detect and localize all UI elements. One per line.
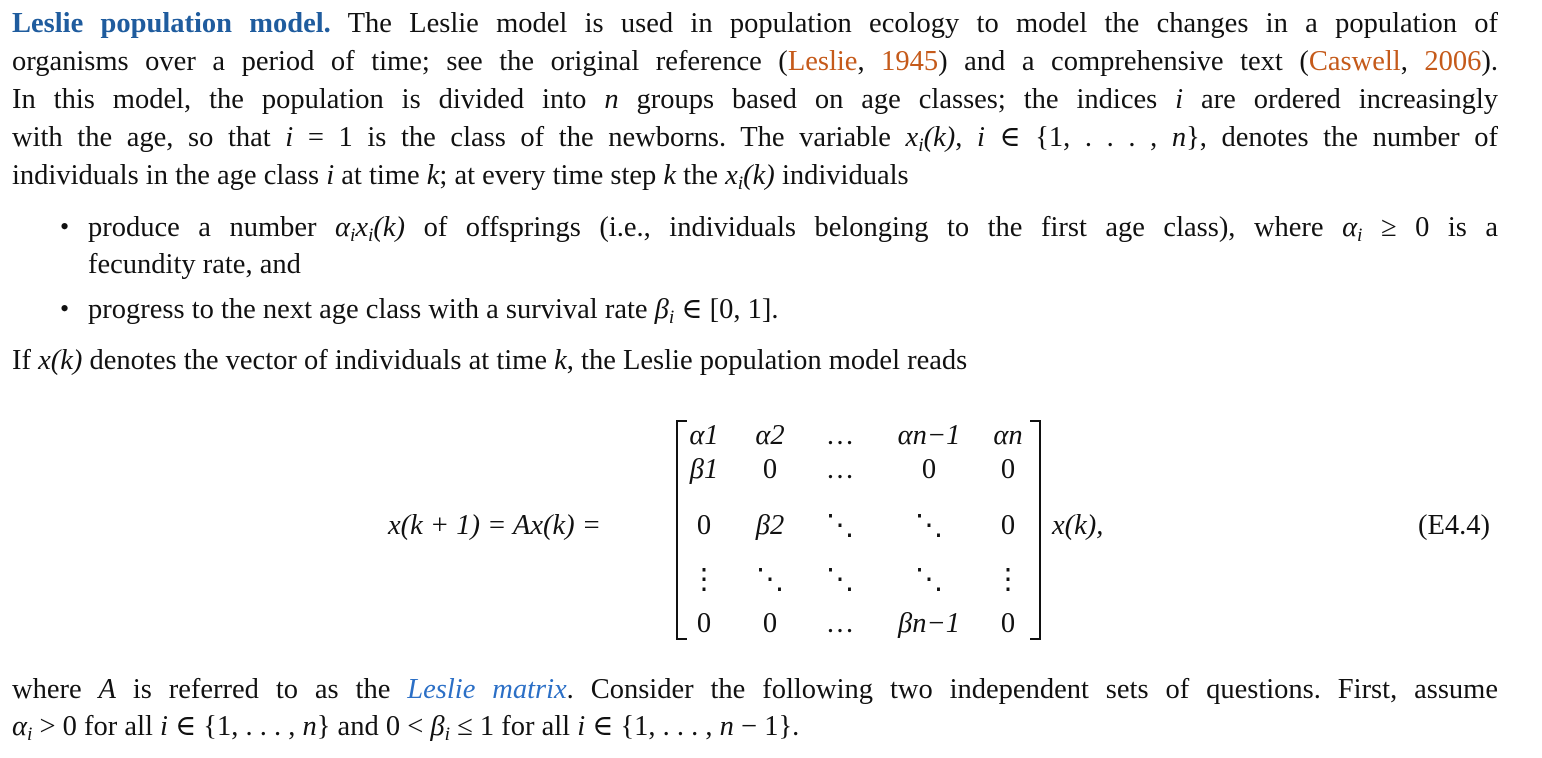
math-n: n bbox=[604, 84, 619, 115]
equation-rhs: x(k), bbox=[1052, 510, 1104, 541]
citation-leslie-year[interactable]: 1945 bbox=[881, 46, 939, 77]
text: The Leslie model is used in population ecology to model the changes in a population of bbox=[330, 8, 1498, 39]
math-alpha: α bbox=[335, 212, 350, 243]
bullet-marker: • bbox=[60, 212, 70, 241]
text: = 1 is the class of the newborns. The variable bbox=[293, 122, 906, 153]
text: are ordered increasingly bbox=[1183, 84, 1499, 115]
text: ≤ 1 for all bbox=[449, 711, 578, 742]
text: . Consider the following two independent sets of questions. First, assume bbox=[566, 674, 1498, 705]
math-i: i bbox=[326, 160, 335, 191]
math-x: x bbox=[905, 122, 919, 153]
paragraph-1-line-5 bbox=[12, 157, 909, 195]
math-sub: i bbox=[737, 172, 744, 194]
text: individuals bbox=[774, 160, 909, 191]
text: is referred to as the bbox=[115, 674, 408, 705]
bullet-1-line-2: fecundity rate, and bbox=[88, 249, 301, 280]
math-n: n bbox=[302, 711, 317, 742]
matrix-cell: α1 bbox=[689, 420, 719, 451]
paragraph-1-line-3 bbox=[12, 81, 1498, 119]
text: denotes the vector of individuals at time bbox=[82, 345, 555, 376]
leslie-matrix-link[interactable]: Leslie matrix bbox=[407, 674, 567, 705]
matrix-cell: ⋮ bbox=[993, 564, 1023, 595]
citation-caswell-year[interactable]: 2006 bbox=[1424, 46, 1482, 77]
bullet-2 bbox=[88, 291, 778, 329]
matrix-cell: ⋱ bbox=[755, 564, 785, 595]
text: produce a number bbox=[88, 212, 336, 243]
text: individuals in the age class bbox=[12, 160, 327, 191]
matrix-cell: ⋱ bbox=[825, 564, 855, 595]
math-beta: β bbox=[654, 294, 669, 325]
text: ∈ {1, . . . , bbox=[167, 711, 303, 742]
citation-caswell[interactable]: Caswell bbox=[1308, 46, 1401, 77]
matrix-cell: αn bbox=[993, 420, 1023, 451]
text: ∈ {1, . . . , bbox=[984, 122, 1172, 153]
text: progress to the next age class with a survival rate bbox=[88, 294, 655, 325]
matrix-cell: 0 bbox=[762, 608, 778, 639]
text: ; at every time step bbox=[439, 160, 664, 191]
text: groups based on age classes; the indices bbox=[618, 84, 1176, 115]
text: }, denotes the number of bbox=[1186, 122, 1498, 153]
text: , bbox=[857, 46, 882, 77]
math-A: A bbox=[98, 674, 116, 705]
math-i: i bbox=[160, 711, 168, 742]
matrix-cell: β1 bbox=[689, 454, 719, 485]
text: with the age, so that bbox=[12, 122, 286, 153]
math-i: i bbox=[285, 122, 294, 153]
matrix-cell: … bbox=[825, 608, 855, 639]
paragraph-1-line-1 bbox=[12, 5, 1498, 43]
text: organisms over a period of time; see the original reference ( bbox=[12, 46, 788, 77]
matrix-cell: βn−1 bbox=[898, 608, 960, 639]
equation-lhs: x(k + 1) = Ax(k) = bbox=[388, 510, 602, 541]
bullet-marker: • bbox=[60, 294, 70, 323]
math-i: i bbox=[976, 122, 985, 153]
text: ∈ [0, 1]. bbox=[674, 294, 779, 325]
math-k: k bbox=[426, 160, 440, 191]
math-n: n bbox=[1171, 122, 1187, 153]
math-sub: i bbox=[26, 723, 33, 745]
matrix-cell: 0 bbox=[696, 510, 712, 541]
math-k: (k) bbox=[373, 212, 406, 243]
math-sub: i bbox=[668, 306, 675, 328]
text: , bbox=[1400, 46, 1425, 77]
math-x: x bbox=[725, 160, 738, 191]
matrix-cell: ⋮ bbox=[689, 564, 719, 595]
matrix-cell: 0 bbox=[1000, 608, 1016, 639]
text: In this model, the population is divided into bbox=[12, 84, 605, 115]
math-i: i bbox=[577, 711, 586, 742]
matrix-cell: αn−1 bbox=[897, 420, 961, 451]
matrix-cell: 0 bbox=[762, 454, 778, 485]
math-i: i bbox=[1175, 84, 1184, 115]
matrix-cell: 0 bbox=[1000, 510, 1016, 541]
math-k: (k) bbox=[743, 160, 775, 191]
bullet-1-line-1 bbox=[88, 209, 1498, 247]
math-sub: i bbox=[1357, 224, 1363, 246]
math-k: (k) bbox=[50, 345, 83, 376]
section-heading: Leslie population model. bbox=[12, 8, 331, 39]
matrix-cell: β2 bbox=[755, 510, 785, 541]
matrix-cell: α2 bbox=[755, 420, 785, 451]
matrix-cell: 0 bbox=[696, 608, 712, 639]
text: ∈ {1, . . . , bbox=[585, 711, 720, 742]
math-sub: i bbox=[349, 224, 356, 246]
text: at time bbox=[334, 160, 427, 191]
text: If bbox=[12, 345, 39, 376]
text: where bbox=[12, 674, 99, 705]
paragraph-1-line-4 bbox=[12, 119, 1498, 157]
math-k: k bbox=[554, 345, 567, 376]
math-k: (k) bbox=[923, 122, 956, 153]
text: > 0 for all bbox=[32, 711, 161, 742]
text: ). bbox=[1481, 46, 1498, 77]
math-beta: β bbox=[430, 711, 445, 742]
matrix-cell: ⋱ bbox=[825, 510, 855, 541]
paragraph-3-line-2 bbox=[12, 708, 799, 746]
paragraph-2 bbox=[12, 342, 967, 380]
math-n: n bbox=[719, 711, 734, 742]
matrix-cell: 0 bbox=[921, 454, 937, 485]
paragraph-3-line-1 bbox=[12, 671, 1498, 709]
text: } and 0 < bbox=[316, 711, 431, 742]
math-sub: i bbox=[444, 723, 450, 745]
text: the bbox=[676, 160, 726, 191]
math-x: x bbox=[38, 345, 51, 376]
text: ≥ 0 is a bbox=[1362, 212, 1499, 243]
math-k: k bbox=[663, 160, 677, 191]
matrix-cell: ⋱ bbox=[914, 564, 944, 595]
matrix-cell: ⋱ bbox=[914, 510, 944, 541]
math-sub: i bbox=[368, 224, 374, 246]
paragraph-1-line-2 bbox=[12, 43, 1498, 81]
math-sub: i bbox=[918, 134, 924, 156]
text: ) and a comprehensive text ( bbox=[938, 46, 1309, 77]
text: of offsprings (i.e., individuals belonging to the first age class), where bbox=[405, 212, 1343, 243]
text: , the Leslie population model reads bbox=[566, 345, 968, 376]
math-alpha: α bbox=[12, 711, 27, 742]
text: − 1}. bbox=[733, 711, 800, 742]
citation-leslie[interactable]: Leslie bbox=[787, 46, 858, 77]
math-x: x bbox=[355, 212, 369, 243]
text: , bbox=[955, 122, 977, 153]
matrix-cell: … bbox=[825, 454, 855, 485]
matrix-cell: … bbox=[825, 420, 855, 451]
equation-number: (E4.4) bbox=[1418, 510, 1491, 541]
math-alpha: α bbox=[1342, 212, 1358, 243]
matrix-cell: 0 bbox=[1000, 454, 1016, 485]
